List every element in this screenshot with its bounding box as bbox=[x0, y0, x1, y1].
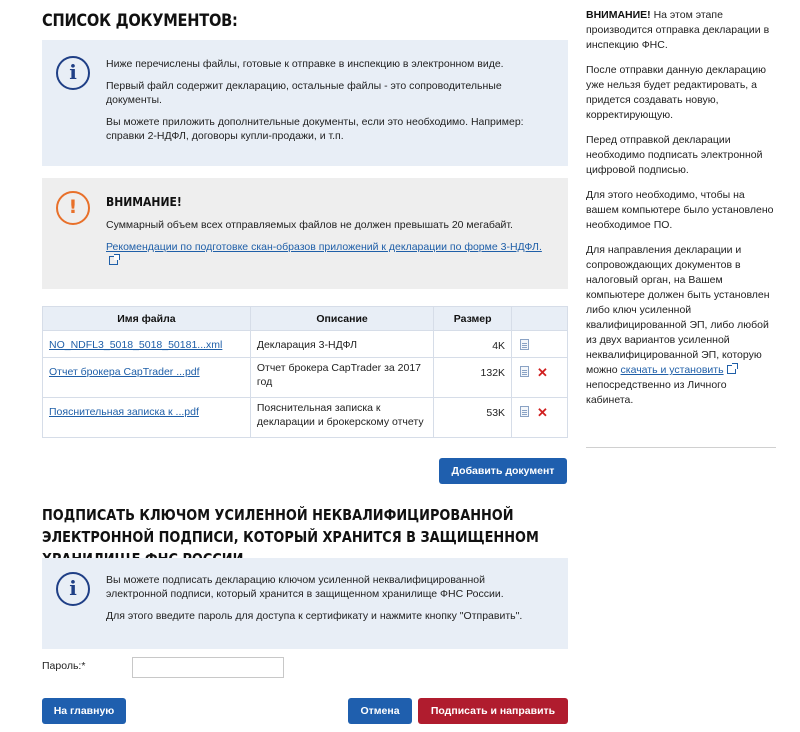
sidebar-paragraph: Для направления декларации и сопровождающих документов в налоговый орган, на Вашем компьютере должен быть установлен либо ключ усиленной квалифицированной ЭП, либо любой из двух вариантов усиленной неквалифицированной ЭП, которую можно скачать и установить непосредственно из Личного кабинета. bbox=[586, 244, 770, 406]
password-input[interactable] bbox=[132, 657, 284, 678]
cancel-button[interactable]: Отмена bbox=[348, 698, 412, 724]
file-size: 4K bbox=[434, 331, 512, 358]
info-paragraph: Вы можете приложить дополнительные документы, если это необходимо. Например: справки 2-НДФЛ, договоры купли-продажи, и т.п. bbox=[106, 116, 524, 142]
file-description: Отчет брокера CapTrader за 2017 год bbox=[250, 358, 433, 398]
column-header-actions bbox=[512, 307, 568, 331]
column-header-size: Размер bbox=[434, 307, 512, 331]
file-link[interactable]: Пояснительная записка к ...pdf bbox=[49, 406, 199, 418]
warning-icon: ! bbox=[56, 191, 90, 225]
file-link[interactable]: NO_NDFL3_5018_5018_50181...xml bbox=[49, 339, 223, 351]
table-header-row bbox=[43, 307, 568, 331]
sign-info-paragraph: Вы можете подписать декларацию ключом усиленной неквалифицированной электронной подписи, который хранится в защищенном хранилище ФНС России. bbox=[106, 574, 504, 600]
sidebar-paragraph: После отправки данную декларацию уже нельзя будет редактировать, а придется создавать новую, корректирующую. bbox=[586, 64, 766, 121]
sign-info-paragraph: Для этого введите пароль для доступа к сертификату и нажмите кнопку "Отправить". bbox=[106, 610, 523, 622]
info-paragraph: Первый файл содержит декларацию, остальные файлы - это сопроводительные документы. bbox=[106, 80, 502, 106]
table-row bbox=[43, 331, 568, 358]
warning-box bbox=[42, 178, 568, 289]
sign-and-send-button[interactable]: Подписать и направить bbox=[418, 698, 568, 724]
sign-info-box bbox=[42, 558, 568, 649]
download-install-link[interactable]: скачать и установить bbox=[620, 364, 724, 376]
file-description: Декларация 3-НДФЛ bbox=[250, 331, 433, 358]
column-header-filename: Имя файла bbox=[43, 307, 251, 331]
sidebar-paragraph: Перед отправкой декларации необходимо подписать электронной цифровой подписью. bbox=[586, 134, 763, 176]
file-link[interactable]: Отчет брокера CapTrader ...pdf bbox=[49, 366, 200, 378]
page-title: СПИСОК ДОКУМЕНТОВ: bbox=[42, 11, 238, 31]
sidebar-paragraph: Для этого необходимо, чтобы на вашем компьютере было установлено необходимое ПО. bbox=[586, 189, 774, 231]
view-document-icon[interactable] bbox=[520, 366, 529, 377]
view-document-icon[interactable] bbox=[520, 406, 529, 417]
file-description: Пояснительная записка к декларации и брокерскому отчету bbox=[250, 398, 433, 438]
info-icon: i bbox=[56, 572, 90, 606]
file-size: 53K bbox=[434, 398, 512, 438]
scan-recommendations-link[interactable]: Рекомендации по подготовке скан-образов приложений к декларации по форме 3-НДФЛ. bbox=[106, 241, 542, 253]
add-document-button[interactable]: Добавить документ bbox=[439, 458, 567, 484]
view-document-icon[interactable] bbox=[520, 339, 529, 350]
warning-text: Суммарный объем всех отправляемых файлов не должен превышать 20 мегабайт. bbox=[106, 219, 513, 231]
table-row bbox=[43, 398, 568, 438]
documents-table bbox=[42, 306, 568, 438]
delete-icon[interactable]: ✕ bbox=[537, 365, 548, 380]
sidebar-divider bbox=[586, 447, 776, 448]
external-link-icon bbox=[727, 365, 736, 374]
delete-icon[interactable]: ✕ bbox=[537, 405, 548, 420]
sign-heading: ПОДПИСАТЬ КЛЮЧОМ УСИЛЕННОЙ НЕКВАЛИФИЦИРОВАННОЙ ЭЛЕКТРОННОЙ ПОДПИСИ, КОТОРЫЙ ХРАНИТСЯ В ЗАЩИЩЕННОМ bbox=[42, 506, 539, 546]
table-row bbox=[43, 358, 568, 398]
info-box bbox=[42, 40, 568, 166]
info-paragraph: Ниже перечислены файлы, готовые к отправке в инспекцию в электронном виде. bbox=[106, 58, 504, 70]
password-label: Пароль:* bbox=[42, 660, 86, 672]
file-size: 132K bbox=[434, 358, 512, 398]
external-link-icon bbox=[109, 256, 118, 265]
warning-title: ВНИМАНИЕ! bbox=[106, 195, 182, 209]
home-button[interactable]: На главную bbox=[42, 698, 126, 724]
column-header-description: Описание bbox=[250, 307, 433, 331]
sidebar-attention: ВНИМАНИЕ! На этом этапе производится отправка декларации в инспекцию ФНС. bbox=[586, 9, 770, 51]
info-icon: i bbox=[56, 56, 90, 90]
